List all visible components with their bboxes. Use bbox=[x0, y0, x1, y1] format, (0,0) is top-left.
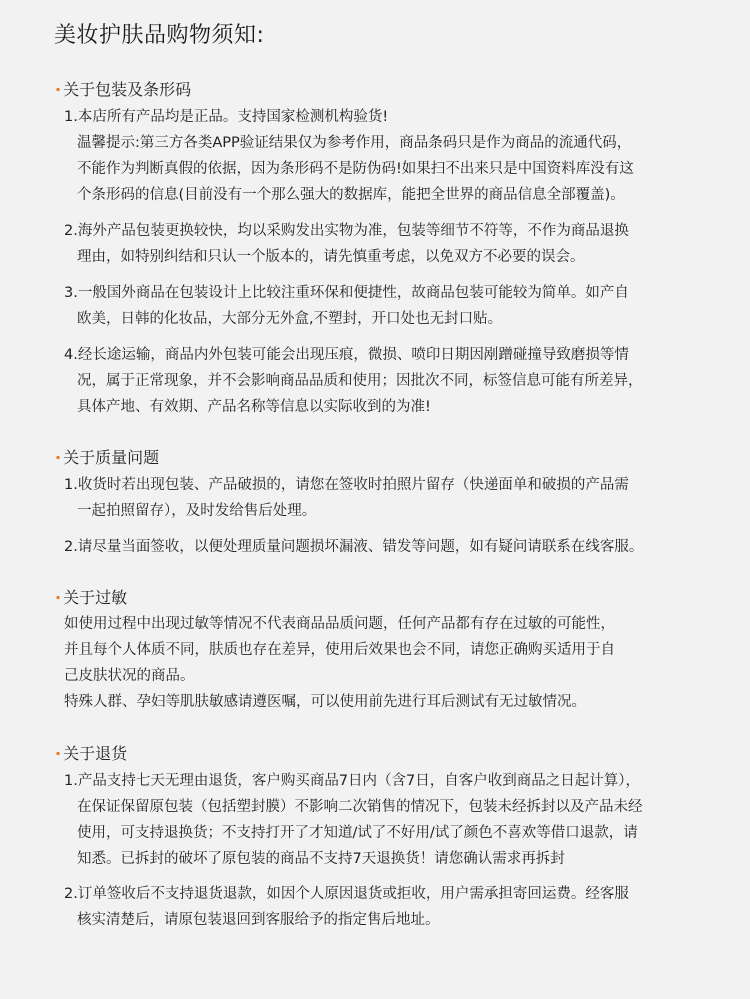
quality-p1-line: 一起拍照留存），及时发给售后处理。 bbox=[77, 503, 317, 519]
packaging-p1-line: 温馨提示:第三方各类APP验证结果仅为参考作用，商品条码只是作为商品的流通代码， bbox=[77, 135, 632, 151]
section-heading-label: 关于退货 bbox=[63, 744, 128, 763]
section-heading-returns bbox=[55, 743, 127, 765]
bullet-icon: · bbox=[55, 448, 62, 467]
section-heading-allergy bbox=[55, 587, 127, 609]
allergy-line: 己皮肤状况的商品。 bbox=[64, 668, 195, 684]
bullet-icon: · bbox=[55, 80, 62, 99]
packaging-p1-line: 个条形码的信息(目前没有一个那么强大的数据库，能把全世界的商品信息全部覆盖)。 bbox=[77, 187, 625, 203]
allergy-line: 特殊人群、孕妇等肌肤敏感请遵医嘱，可以使用前先进行耳后测试有无过敏情况。 bbox=[64, 694, 586, 710]
packaging-p3-line: 3.一般国外商品在包装设计上比较注重环保和便捷性，故商品包装可能较为简单。如产自 bbox=[64, 285, 629, 301]
packaging-p4-line: 4.经长途运输，商品内外包装可能会出现压痕，微损、喷印日期因剐蹭碰撞导致磨损等情 bbox=[64, 347, 629, 363]
returns-p2-line: 核实清楚后，请原包装退回到客服给予的指定售后地址。 bbox=[77, 912, 440, 928]
section-heading-label: 关于过敏 bbox=[63, 588, 128, 607]
returns-p1-line: 知悉。已拆封的破坏了原包装的商品不支持7天退换货！请您确认需求再拆封 bbox=[77, 851, 565, 867]
section-heading-quality bbox=[55, 447, 159, 469]
bullet-icon: · bbox=[55, 588, 62, 607]
page-title: 美妆护肤品购物须知: bbox=[54, 23, 265, 48]
packaging-p2-line: 2.海外产品包装更换较快，均以采购发出实物为准，包装等细节不符等，不作为商品退换 bbox=[64, 223, 629, 239]
allergy-line: 并且每个人体质不同，肤质也存在差异，使用后效果也会不同，请您正确购买适用于自 bbox=[64, 642, 615, 658]
quality-p1-line: 1.收货时若出现包装、产品破损的，请您在签收时拍照片留存（快递面单和破损的产品需 bbox=[64, 477, 629, 493]
allergy-line: 如使用过程中出现过敏等情况不代表商品品质问题，任何产品都有存在过敏的可能性， bbox=[64, 616, 615, 632]
bullet-icon: · bbox=[55, 744, 62, 763]
quality-p2-line: 2.请尽量当面签收，以便处理质量问题损坏漏液、错发等问题，如有疑问请联系在线客服。 bbox=[64, 539, 644, 555]
returns-p2-line: 2.订单签收后不支持退货退款，如因个人原因退货或拒收，用户需承担寄回运费。经客服 bbox=[64, 886, 629, 902]
section-heading-label: 关于包装及条形码 bbox=[63, 80, 192, 99]
packaging-p4-line: 具体产地、有效期、产品名称等信息以实际收到的为准! bbox=[77, 399, 431, 415]
packaging-p1-line: 1.本店所有产品均是正品。支持国家检测机构验货! bbox=[64, 109, 389, 125]
packaging-p4-line: 况，属于正常现象，并不会影响商品品质和使用；因批次不同，标签信息可能有所差异， bbox=[77, 373, 643, 389]
packaging-p3-line: 欧美，日韩的化妆品，大部分无外盒,不塑封，开口处也无封口贴。 bbox=[77, 311, 503, 327]
packaging-p2-line: 理由，如特别纠结和只认一个版本的，请先慎重考虑，以免双方不必要的误会。 bbox=[77, 249, 585, 265]
returns-p1-line: 1.产品支持七天无理由退货，客户购买商品7日内（含7日，自客户收到商品之日起计算）， bbox=[64, 773, 641, 789]
section-heading-label: 关于质量问题 bbox=[63, 448, 160, 467]
returns-p1-line: 在保证保留原包装（包括塑封膜）不影响二次销售的情况下，包装未经拆封以及产品未经 bbox=[77, 799, 643, 815]
returns-p1-line: 使用，可支持退换货；不支持打开了才知道/试了不好用/试了颜色不喜欢等借口退款，请 bbox=[77, 825, 638, 841]
section-heading-packaging bbox=[55, 79, 191, 101]
packaging-p1-line: 不能作为判断真假的依据，因为条形码不是防伪码!如果扫不出来只是中国资料库没有这 bbox=[77, 161, 634, 177]
